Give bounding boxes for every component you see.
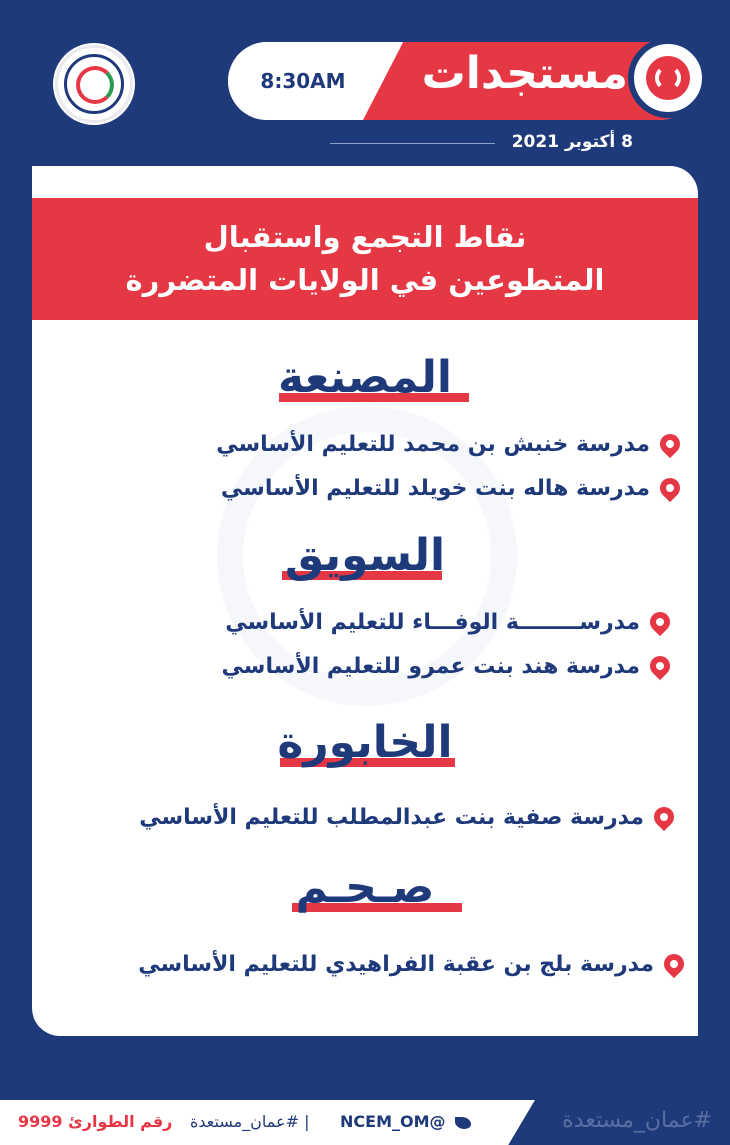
header-pill [228,42,698,120]
section-heading: الخابورة [277,717,453,768]
list-item [32,422,698,466]
footer [0,1100,730,1145]
content-card [32,166,698,1036]
list-item [32,795,698,839]
time-label: 8:30AM [228,42,378,120]
section-alkhaburah [32,711,698,839]
footer-hashtag: | #عمان_مستعدة [190,1112,310,1131]
refresh-icon [628,38,708,118]
page-title: مستجدات [421,48,628,99]
section-heading: السويق [284,530,446,581]
list-item [32,466,698,510]
school-name: مدرسة خنبش بن محمد للتعليم الأساسي [216,431,650,457]
location-pin-icon [660,950,688,978]
date-divider [330,143,495,144]
logo-emblem-icon [76,66,114,104]
twitter-icon [455,1117,471,1129]
section-saham [32,856,698,986]
section-heading: صـحـم [295,862,435,913]
banner-line-2: المتطوعين في الولايات المتضررة [125,263,605,297]
section-heading: المصنعة [278,352,452,403]
date-label: 8 أكتوبر 2021 [511,132,633,152]
school-name: مدرسة هاله بنت خويلد للتعليم الأساسي [220,475,650,501]
location-pin-icon [646,652,674,680]
section-almusanaa [32,346,698,510]
location-pin-icon [646,608,674,636]
school-name: مدرسة هند بنت عمرو للتعليم الأساسي [221,653,640,679]
footer-hashtag-large: #عمان_مستعدة [562,1108,712,1133]
list-item [32,942,698,986]
list-item [32,644,698,688]
title-banner [32,198,698,320]
emergency-number: رقم الطوارئ 9999 [18,1112,173,1131]
ncem-logo [55,45,133,123]
location-pin-icon [656,430,684,458]
location-pin-icon [650,803,678,831]
location-pin-icon [656,474,684,502]
school-name: مدرسة صفية بنت عبدالمطلب للتعليم الأساسي [139,804,644,830]
school-name: مدرسة بلج بن عقبة الفراهيدي للتعليم الأساسي [138,951,654,977]
list-item [32,600,698,644]
school-name: مدرســــــــة الوفـــاء للتعليم الأساسي [225,609,640,635]
twitter-handle: @NCEM_OM [340,1112,471,1131]
section-alsuwaiq [32,524,698,688]
banner-line-1: نقاط التجمع واستقبال [203,219,527,254]
